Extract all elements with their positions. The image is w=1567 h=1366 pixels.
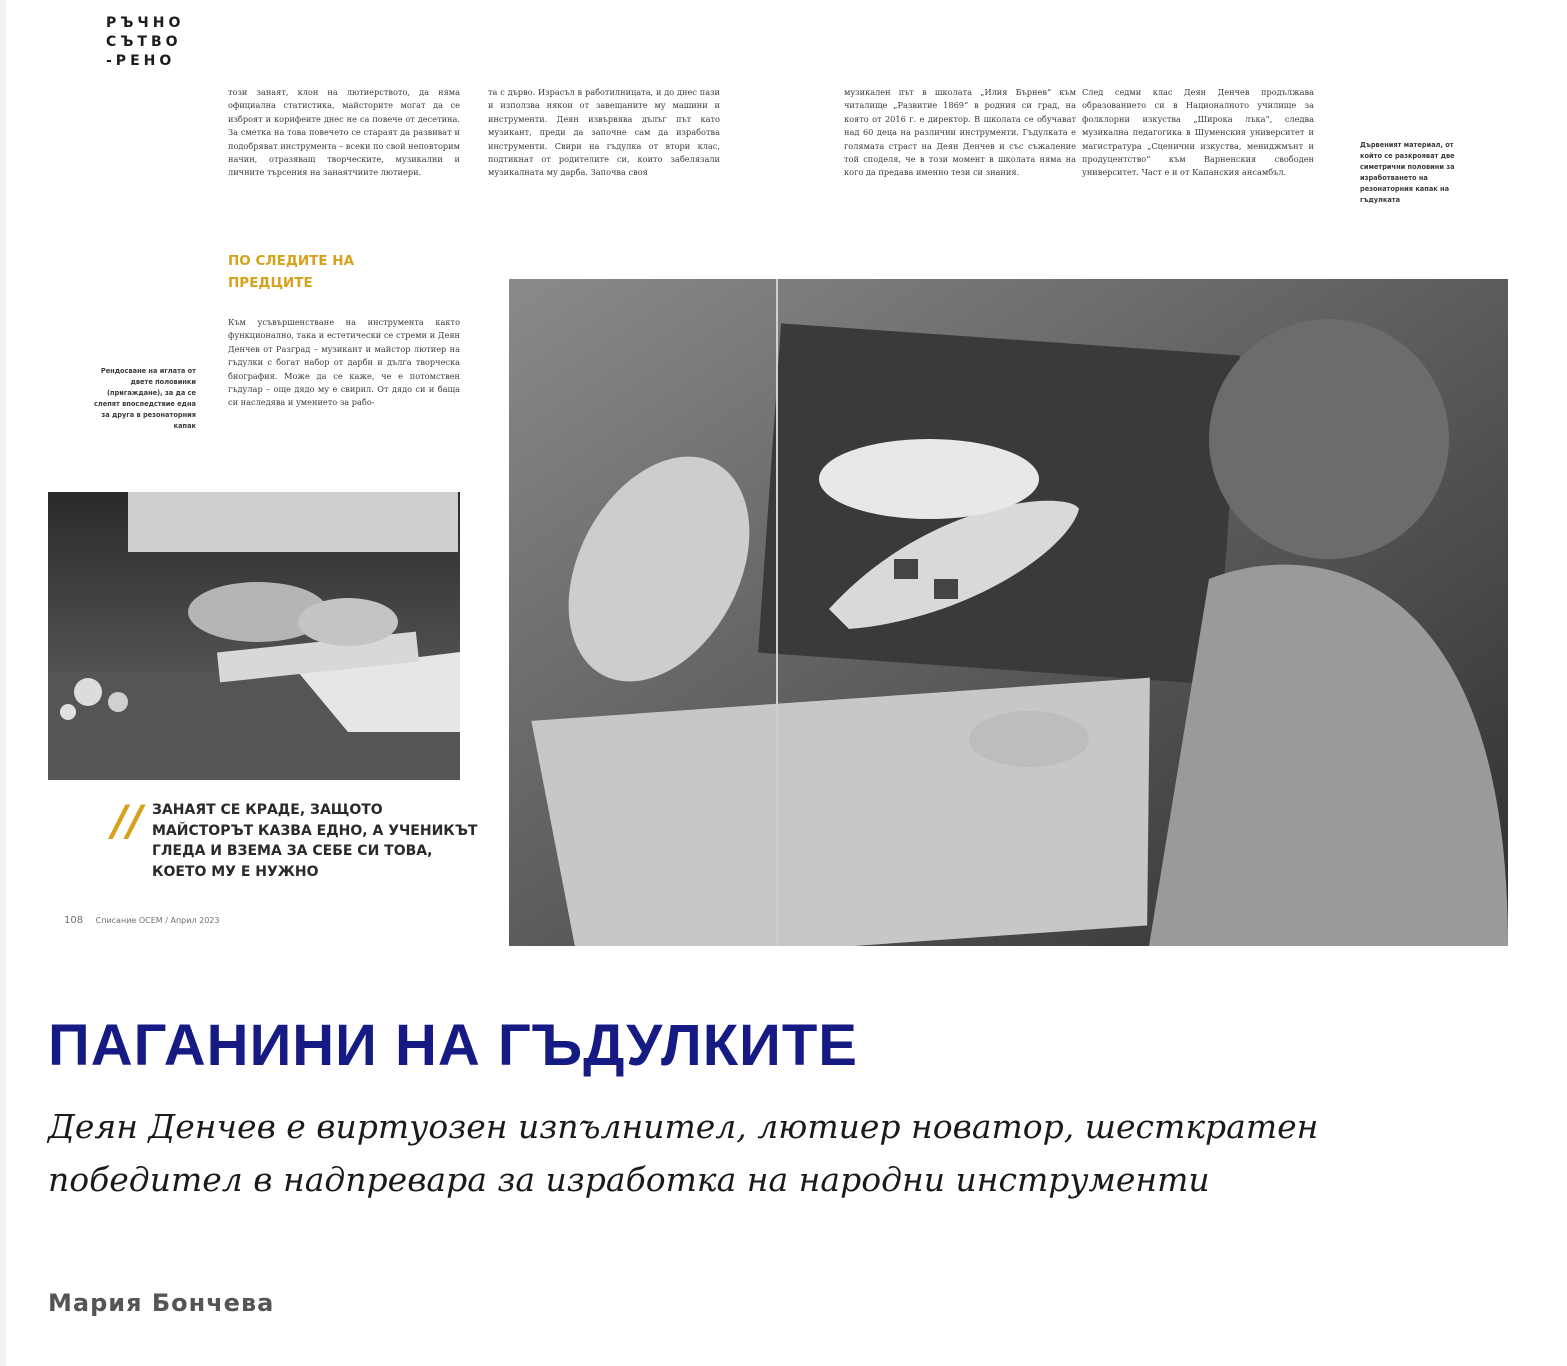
photo-luthier-workshop [509, 279, 1508, 946]
section-subheading: ПО СЛЕДИТЕ НА ПРЕДЦИТЕ [228, 253, 355, 291]
article-author[interactable]: Мария Бончева [48, 1289, 275, 1317]
left-border [0, 0, 6, 1366]
body-text-column: този занаят, клон на лютиерството, да няма официална статистика, майсторите могат да се изброят и корифеите днес не са повече от десетина. За сметка на това повечето се стараят да развиват и подобряват инструмента – всеки по свой неповторим начин, отразяващ творческите, музикални и личните търсения на занаятчиите лютиери. [228, 87, 460, 178]
article-title: ПАГАНИНИ НА ГЪДУЛКИТЕ [48, 1013, 858, 1078]
logo-line: СЪТВО [106, 34, 182, 50]
photo-hands-planing [48, 492, 460, 780]
photo-caption: Дървеният материал, от който се разкрояват две симетрични половини за изработването на резонаторния капак на гъдулката [1360, 141, 1455, 204]
body-text-column: Към усъвършенстване на инструмента както функционално, така и естетически се стреми и Деян Денчев от Разград – музикант и майстор лютиер на гъдулки с богат набор от дарби и дълга творческа биография. Може да се каже, че е потомствен гъдулар – още дядо му е свирил. От дядо си и баща си наследява и умението за рабо- [228, 317, 460, 408]
body-text-column: След седми клас Деян Денчев продължава образованието си в Националното училище за фолклорни изкуства „Широка лъка“, следва музикална педагогика в Шуменския университет и магистратура „Сценични изкуства, мениджмънт и продуцентство“ към Варненския свободен университет. Част е и от Капанския ансамбъл. [1082, 87, 1314, 178]
magazine-section-logo [106, 14, 184, 71]
photo-caption: Рендосване на иглата от двете половинки (пригаждане), за да се слепят впоследствие една за друга в резонаторния капак [93, 367, 196, 430]
page-folio [64, 915, 219, 926]
page-number: 108 [64, 915, 84, 926]
article-subtitle: Деян Денчев е виртуозен изпълнител, лютиер новатор, шесткратен победител в надпревара за изработка на народни инструменти [48, 1107, 1319, 1199]
magazine-spread-image[interactable] [48, 0, 1508, 946]
pull-quote: ЗАНАЯТ СЕ КРАДЕ, ЗАЩОТО МАЙСТОРЪТ КАЗВА ЕДНО, А УЧЕНИКЪТ ГЛЕДА И ВЗЕМА ЗА СЕБЕ СИ ТОВА, КОЕТО МУ Е НУЖНО [152, 802, 478, 880]
logo-line: -РЕНО [106, 53, 176, 69]
quote-mark-icon: // [112, 796, 143, 845]
body-text-column: музикален път в школата „Илия Бърнев“ към читалище „Развитие 1869“ в родния си град, на която от 2016 г. е директор. В школата се обучават над 60 деца на различни инструменти. Гъдулката е голямата страст на Деян Денчев и със съжаление той споделя, че в този момент в школата няма на кого да предава именно тези си знания. [844, 87, 1076, 178]
logo-line: РЪЧНО [106, 15, 185, 31]
publication-name: Списание ОСЕМ / Април 2023 [95, 916, 220, 925]
body-text-column: та с дърво. Израсъл в работилницата, и до днес пази и използва някои от завещаните му машини и инструменти. Деян извървява дълъг път като музикант, преди да започне сам да изработва инструменти. Свири на гъдулка от втори клас, подтикнат от родителите си, които забелязали музикалната му дарба. Започва своя [488, 87, 720, 178]
